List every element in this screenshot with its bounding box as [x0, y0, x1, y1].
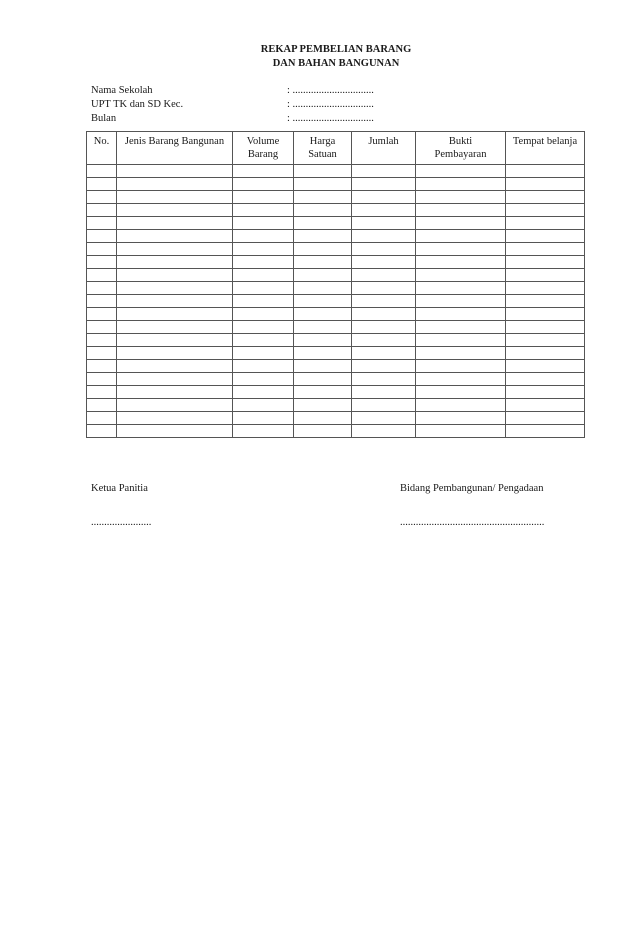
table-cell[interactable]: [506, 282, 585, 295]
table-row: [87, 269, 585, 282]
table-cell[interactable]: [233, 243, 294, 256]
table-cell[interactable]: [352, 425, 416, 438]
table-cell[interactable]: [233, 256, 294, 269]
table-cell[interactable]: [352, 360, 416, 373]
title-line-2: DAN BAHAN BANGUNAN: [272, 58, 400, 69]
table-header-row: [87, 132, 585, 165]
table-cell[interactable]: [416, 295, 506, 308]
table-cell[interactable]: [352, 191, 416, 204]
table-cell[interactable]: [117, 269, 233, 282]
table-cell[interactable]: [294, 178, 352, 191]
table-row: [87, 386, 585, 399]
meta-row-upt: [91, 98, 411, 112]
table-cell[interactable]: [352, 178, 416, 191]
table-cell[interactable]: [506, 217, 585, 230]
table-cell[interactable]: [233, 204, 294, 217]
table-cell[interactable]: [87, 334, 117, 347]
table-cell[interactable]: [233, 334, 294, 347]
table-cell[interactable]: [294, 334, 352, 347]
table-cell[interactable]: [117, 178, 233, 191]
table-row: [87, 295, 585, 308]
table-cell[interactable]: [117, 412, 233, 425]
table-cell[interactable]: [416, 243, 506, 256]
table-row: [87, 165, 585, 178]
table-row: [87, 217, 585, 230]
table-cell[interactable]: [294, 217, 352, 230]
table-cell[interactable]: [352, 217, 416, 230]
column-header-jenis-barang: Jenis Barang Bangunan: [117, 132, 233, 165]
table-cell[interactable]: [117, 230, 233, 243]
table-cell[interactable]: [117, 282, 233, 295]
meta-row-bulan: [91, 112, 411, 126]
table-cell[interactable]: [294, 425, 352, 438]
table-row: [87, 178, 585, 191]
table-row: [87, 282, 585, 295]
table-cell[interactable]: [416, 412, 506, 425]
signature-right-title: Bidang Pembangunan/ Pengadaan: [400, 483, 544, 494]
meta-label: Bulan: [91, 113, 117, 124]
table-cell[interactable]: [506, 243, 585, 256]
table-cell[interactable]: [506, 334, 585, 347]
table-row: [87, 308, 585, 321]
table-cell[interactable]: [117, 321, 233, 334]
table-cell[interactable]: [87, 373, 117, 386]
table-cell[interactable]: [352, 373, 416, 386]
table-cell[interactable]: [294, 347, 352, 360]
column-header-jumlah: Jumlah: [352, 132, 416, 165]
table-cell[interactable]: [233, 386, 294, 399]
table-cell[interactable]: [416, 360, 506, 373]
table-cell[interactable]: [87, 399, 117, 412]
table-cell[interactable]: [87, 191, 117, 204]
table-cell[interactable]: [506, 399, 585, 412]
table-cell[interactable]: [352, 282, 416, 295]
table-cell[interactable]: [352, 308, 416, 321]
table-cell[interactable]: [117, 204, 233, 217]
table-cell[interactable]: [416, 334, 506, 347]
table-cell[interactable]: [352, 347, 416, 360]
table-cell[interactable]: [87, 282, 117, 295]
table-cell[interactable]: [233, 425, 294, 438]
table-cell[interactable]: [506, 373, 585, 386]
table-cell[interactable]: [294, 360, 352, 373]
table-cell[interactable]: [233, 373, 294, 386]
meta-value: : ...............................: [287, 85, 374, 96]
table-cell[interactable]: [117, 191, 233, 204]
table-cell[interactable]: [294, 373, 352, 386]
table-cell[interactable]: [117, 308, 233, 321]
table-cell[interactable]: [233, 347, 294, 360]
table-cell[interactable]: [233, 230, 294, 243]
table-cell[interactable]: [294, 191, 352, 204]
table-cell[interactable]: [87, 178, 117, 191]
column-header-bukti-pembayaran: Bukti Pembayaran: [416, 132, 506, 165]
signature-left-line: .......................: [91, 517, 152, 528]
table-cell[interactable]: [117, 399, 233, 412]
table-cell[interactable]: [87, 217, 117, 230]
table-cell[interactable]: [87, 269, 117, 282]
table-cell[interactable]: [87, 204, 117, 217]
column-header-tempat-belanja: Tempat belanja: [506, 132, 585, 165]
table-cell[interactable]: [416, 282, 506, 295]
table-cell[interactable]: [506, 295, 585, 308]
table-cell[interactable]: [416, 204, 506, 217]
meta-label: Nama Sekolah: [91, 85, 153, 96]
table-row: [87, 347, 585, 360]
table-cell[interactable]: [352, 256, 416, 269]
table-cell[interactable]: [294, 386, 352, 399]
meta-label: UPT TK dan SD Kec.: [91, 99, 184, 110]
table-cell[interactable]: [233, 295, 294, 308]
table-cell[interactable]: [87, 321, 117, 334]
table-cell[interactable]: [87, 243, 117, 256]
table-row: [87, 204, 585, 217]
table-cell[interactable]: [352, 412, 416, 425]
title-line-1: REKAP PEMBELIAN BARANG: [260, 44, 412, 55]
table-cell[interactable]: [416, 321, 506, 334]
table-cell[interactable]: [352, 269, 416, 282]
table-cell[interactable]: [87, 347, 117, 360]
table-cell[interactable]: [506, 178, 585, 191]
table-row: [87, 191, 585, 204]
table-row: [87, 334, 585, 347]
table-cell[interactable]: [416, 386, 506, 399]
table-cell[interactable]: [117, 360, 233, 373]
table-cell[interactable]: [294, 282, 352, 295]
table-cell[interactable]: [416, 256, 506, 269]
table-cell[interactable]: [416, 399, 506, 412]
table-cell[interactable]: [117, 295, 233, 308]
table-cell[interactable]: [294, 256, 352, 269]
table-cell[interactable]: [506, 321, 585, 334]
signature-right-line: .......................................................: [400, 517, 545, 528]
column-header-volume-barang: Volume Barang: [233, 132, 294, 165]
table-cell[interactable]: [416, 347, 506, 360]
table-cell[interactable]: [352, 243, 416, 256]
table-cell[interactable]: [416, 269, 506, 282]
table-cell[interactable]: [352, 386, 416, 399]
table-row: [87, 412, 585, 425]
table-cell[interactable]: [294, 243, 352, 256]
table-row: [87, 360, 585, 373]
table-cell[interactable]: [294, 269, 352, 282]
table-cell[interactable]: [233, 191, 294, 204]
table-cell[interactable]: [506, 386, 585, 399]
table-cell[interactable]: [506, 347, 585, 360]
table-cell[interactable]: [294, 165, 352, 178]
table-cell[interactable]: [87, 308, 117, 321]
table-cell[interactable]: [352, 204, 416, 217]
table-cell[interactable]: [416, 191, 506, 204]
meta-value: : ...............................: [287, 99, 374, 110]
table-cell[interactable]: [506, 256, 585, 269]
table-cell[interactable]: [416, 178, 506, 191]
table-cell[interactable]: [416, 308, 506, 321]
table-cell[interactable]: [87, 295, 117, 308]
table-cell[interactable]: [117, 165, 233, 178]
table-cell[interactable]: [352, 321, 416, 334]
table-cell[interactable]: [117, 425, 233, 438]
rekap-table: [86, 131, 585, 438]
meta-value: : ...............................: [287, 113, 374, 124]
table-row: [87, 399, 585, 412]
table-cell[interactable]: [506, 165, 585, 178]
table-row: [87, 256, 585, 269]
table-cell[interactable]: [352, 230, 416, 243]
table-cell[interactable]: [294, 321, 352, 334]
table-cell[interactable]: [233, 178, 294, 191]
table-cell[interactable]: [233, 321, 294, 334]
table-cell[interactable]: [87, 425, 117, 438]
table-row: [87, 373, 585, 386]
table-cell[interactable]: [416, 373, 506, 386]
table-cell[interactable]: [352, 165, 416, 178]
table-cell[interactable]: [506, 412, 585, 425]
table-cell[interactable]: [87, 256, 117, 269]
table-cell[interactable]: [294, 308, 352, 321]
table-cell[interactable]: [416, 230, 506, 243]
table-cell[interactable]: [87, 165, 117, 178]
table-cell[interactable]: [416, 217, 506, 230]
table-cell[interactable]: [117, 334, 233, 347]
table-cell[interactable]: [506, 204, 585, 217]
table-cell[interactable]: [294, 399, 352, 412]
table-cell[interactable]: [233, 399, 294, 412]
table-cell[interactable]: [87, 386, 117, 399]
table-cell[interactable]: [352, 399, 416, 412]
table-cell[interactable]: [87, 412, 117, 425]
table-cell[interactable]: [233, 412, 294, 425]
table-cell[interactable]: [352, 334, 416, 347]
table-row: [87, 425, 585, 438]
table-body: [87, 165, 585, 438]
table-cell[interactable]: [506, 191, 585, 204]
column-header-harga-satuan: Harga Satuan: [294, 132, 352, 165]
meta-row-nama-sekolah: [91, 84, 411, 98]
signature-left-title: Ketua Panitia: [91, 483, 148, 494]
table-cell[interactable]: [416, 165, 506, 178]
table-cell[interactable]: [117, 347, 233, 360]
table-cell[interactable]: [506, 308, 585, 321]
header-info: [91, 84, 411, 126]
table-cell[interactable]: [416, 425, 506, 438]
table-cell[interactable]: [294, 204, 352, 217]
table-cell[interactable]: [233, 165, 294, 178]
table-cell[interactable]: [233, 282, 294, 295]
table-cell[interactable]: [233, 217, 294, 230]
table-row: [87, 230, 585, 243]
table-cell[interactable]: [233, 269, 294, 282]
table-cell[interactable]: [506, 230, 585, 243]
column-header-no: No.: [87, 132, 117, 165]
table-row: [87, 321, 585, 334]
table-cell[interactable]: [117, 243, 233, 256]
table-cell[interactable]: [117, 373, 233, 386]
table-cell[interactable]: [117, 217, 233, 230]
table-cell[interactable]: [294, 295, 352, 308]
table-cell[interactable]: [352, 295, 416, 308]
table-cell[interactable]: [117, 256, 233, 269]
table-cell[interactable]: [506, 269, 585, 282]
document-title: [0, 43, 638, 71]
table-cell[interactable]: [117, 386, 233, 399]
table-cell[interactable]: [233, 360, 294, 373]
table-row: [87, 243, 585, 256]
table-cell[interactable]: [294, 412, 352, 425]
table-cell[interactable]: [506, 425, 585, 438]
table-cell[interactable]: [294, 230, 352, 243]
table-cell[interactable]: [87, 360, 117, 373]
table-cell[interactable]: [87, 230, 117, 243]
table-cell[interactable]: [506, 360, 585, 373]
table-cell[interactable]: [233, 308, 294, 321]
